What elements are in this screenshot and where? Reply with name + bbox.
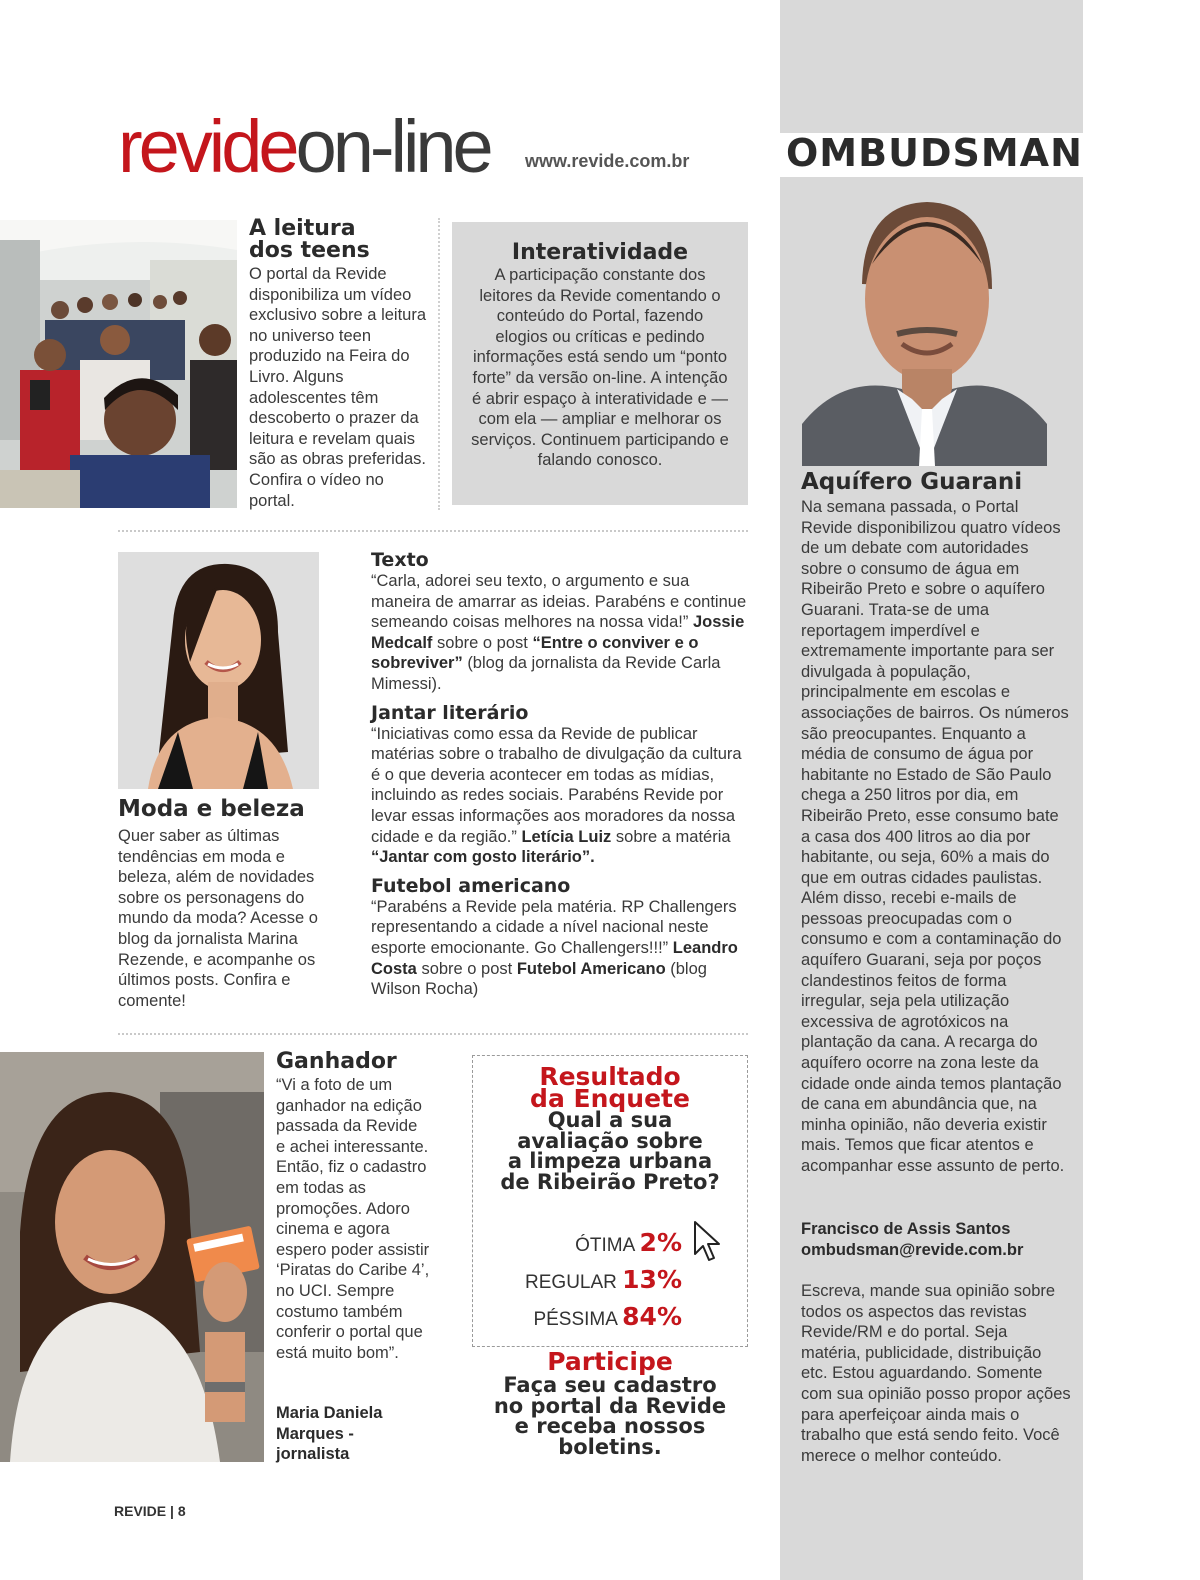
comment-author: Letícia Luiz bbox=[521, 827, 612, 846]
comment-author: Jossie Medcalf bbox=[371, 613, 745, 652]
ganhador-heading: Ganhador bbox=[276, 1049, 397, 1074]
poll-question-line1: Qual a sua bbox=[547, 1108, 673, 1132]
comment-tail: (blog Wilson Rocha) bbox=[371, 959, 707, 999]
ganhador-name-line1: Maria Daniela bbox=[276, 1404, 383, 1422]
poll-result-row bbox=[472, 1302, 682, 1331]
poll-result-label: ÓTIMA bbox=[575, 1235, 635, 1256]
column-divider bbox=[438, 218, 440, 510]
poll-result-value: 2% bbox=[639, 1228, 682, 1257]
comment-heading: Texto bbox=[371, 549, 429, 571]
comment-post-link[interactable]: “Entre o conviver e o sobreviver” bbox=[371, 633, 699, 673]
poll-result-value: 13% bbox=[622, 1265, 682, 1294]
moda-photo-image bbox=[118, 552, 319, 789]
ganhador-photo bbox=[0, 1052, 264, 1462]
signature-email[interactable]: ombudsman@revide.com.br bbox=[801, 1240, 1024, 1259]
teens-heading-line2: dos teens bbox=[249, 238, 370, 263]
teens-heading bbox=[249, 218, 370, 262]
comment-quote: “Parabéns a Revide pela matéria. RP Challengers representando a cidade a nível nacional neste esporte emocionante. Go Challengers!!!” bbox=[371, 897, 737, 957]
ombudsman-signature bbox=[801, 1219, 1071, 1260]
poll-result-label: PÉSSIMA bbox=[533, 1309, 617, 1330]
comment-body bbox=[371, 571, 751, 695]
participe-line2: no portal da Revide bbox=[493, 1393, 727, 1418]
ganhador-body: “Vi a foto de um ganhador na edição passada da Revide e achei interessante. Então, fiz o cadastro em todas as promoções. Adoro cinema e agora espero poder assistir ‘Piratas do Caribe 4’, no UCI. Sempre costumo também conferir o portal que está muito bom”. bbox=[276, 1076, 430, 1362]
participe-line4: boletins. bbox=[558, 1434, 662, 1459]
site-url[interactable]: www.revide.com.br bbox=[525, 151, 690, 171]
ombudsman-heading: Aquífero Guarani bbox=[801, 469, 1023, 495]
poll-question-line4: de Ribeirão Preto? bbox=[500, 1169, 720, 1194]
comment-body bbox=[371, 897, 751, 1000]
comment-post-link[interactable]: Futebol Americano bbox=[516, 959, 666, 978]
moda-heading: Moda e beleza bbox=[118, 796, 305, 822]
ganhador-author bbox=[276, 1403, 436, 1465]
poll-result-row bbox=[472, 1265, 682, 1294]
teens-body: O portal da Revide disponibiliza um vídeo exclusivo sobre a leitura no universo teen produzido na Feira do Livro. Alguns adolescentes têm descoberto o prazer da leitura e revelam quais são as obras preferidas. Confira o vídeo no portal. bbox=[249, 265, 427, 510]
poll-result-value: 84% bbox=[622, 1302, 682, 1331]
masthead-logo bbox=[118, 103, 490, 191]
ombudsman-body: Na semana passada, o Portal Revide disponibilizou quatro vídeos de um debate com autoridades sobre o consumo de água em Ribeirão Preto e sobre o aquífero Guarani. Trata-se de uma reportagem imperdível e extremamente importante para ser divulgada à população, principalmente em escolas e associações de bairros. Os números são preocupantes. Enquanto a média de consumo de água por habitante no Estado de São Paulo chega a 250 litros por dia, em Ribeirão Preto, esse consumo bate a casa dos 400 litros ao dia por habitante, ou seja, 60% a mais do que em outras cidades paulistas. Além disso, recebi e-mails de pessoas preocupadas com o consumo e com a contaminação do aquífero Guarani, seja por poços clandestinos feitos de forma irregular, seja pela utilização excessiva de agrotóxicos na plantação da cana. A recarga do aquífero ocorre na zona leste da cidade onde ainda temos plantação de cana em abundância que, na minha opinião, não deveria existir mais. Temos que ficar atentos e acompanhar esse assunto de perto. bbox=[801, 498, 1069, 1175]
comment-mid: sobre o post bbox=[421, 959, 513, 978]
comment-quote: “Iniciativas como essa da Revide de publicar matérias sobre o trabalho de divulgação da cultura é o que deveria acontecer em todas as mídias, incluindo as redes sociais. Parabéns Revide por levar essas informações aos moradores da nossa cidade e da região.” bbox=[371, 724, 742, 846]
comment-tail: (blog da jornalista da Revide Carla Mimessi). bbox=[371, 654, 721, 693]
poll-result-label: REGULAR bbox=[525, 1272, 617, 1293]
ombudsman-closing: Escreva, mande sua opinião sobre todos os aspectos das revistas Revide/RM e do portal. Seja matéria, publicidade, distribuição etc. Estou aguardando. Somente com sua opinião posso propor ações para aperfeiçoar ainda mais o trabalho que está sendo feito. Você merece o melhor conteúdo. bbox=[801, 1282, 1071, 1465]
ombudsman-label: OMBUDSMAN bbox=[786, 131, 1083, 175]
teens-photo-image bbox=[0, 220, 237, 508]
teens-heading-line1: A leitura bbox=[249, 216, 356, 241]
participe-line3: e receba nossos bbox=[514, 1414, 706, 1438]
poll-title-line1: Resultado bbox=[539, 1062, 681, 1091]
participe-heading[interactable]: Participe bbox=[547, 1347, 673, 1376]
brand-gray: on-line bbox=[295, 105, 490, 188]
moda-photo bbox=[118, 552, 319, 789]
poll-result-row bbox=[472, 1228, 682, 1257]
teens-photo bbox=[0, 220, 237, 508]
poll-question bbox=[472, 1110, 748, 1192]
comment-post-link[interactable]: “Jantar com gosto literário”. bbox=[371, 848, 595, 867]
brand-red: revide bbox=[118, 105, 296, 188]
ombudsman-photo-image bbox=[802, 194, 1047, 466]
poll-title-line2: da Enquete bbox=[530, 1084, 690, 1113]
comment-body bbox=[371, 724, 751, 868]
comment-author: Leandro Costa bbox=[371, 938, 738, 978]
comment-item bbox=[371, 875, 751, 1000]
page-footer: REVIDE | 8 bbox=[114, 1503, 186, 1519]
comment-heading: Futebol americano bbox=[371, 874, 571, 897]
mouse-pointer-icon bbox=[693, 1220, 723, 1268]
poll-question-line3: a limpeza urbana bbox=[507, 1149, 713, 1173]
signature-name: Francisco de Assis Santos bbox=[801, 1220, 1011, 1238]
ganhador-name-line2: Marques - bbox=[276, 1424, 354, 1443]
comment-item bbox=[371, 702, 751, 868]
poll-question-line2: avaliação sobre bbox=[517, 1128, 703, 1153]
interatividade-body: A participação constante dos leitores da Revide comentando o conteúdo do Portal, fazendo elogios ou críticas e pedindo informações está sendo um “ponto forte” da versão on-line. A intenção é abrir espaço à interatividade e — com ela — ampliar e melhorar os serviços. Continuem participando e falando conosco. bbox=[471, 266, 729, 470]
participe-line1: Faça seu cadastro bbox=[503, 1373, 717, 1397]
comment-quote: “Carla, adorei seu texto, o argumento e sua maneira de amarrar as ideias. Parabéns e continue semeando coisas melhores na nossa vida!” bbox=[371, 572, 747, 632]
ganhador-photo-image bbox=[0, 1052, 264, 1462]
comment-mid: sobre a matéria bbox=[615, 827, 731, 846]
comment-item bbox=[371, 549, 751, 695]
section-divider-bottom bbox=[118, 1033, 748, 1035]
interatividade-heading: Interatividade bbox=[511, 240, 689, 265]
comment-heading: Jantar literário bbox=[371, 701, 529, 724]
comment-mid: sobre o post bbox=[437, 633, 528, 652]
section-divider-top bbox=[118, 530, 748, 532]
poll-title bbox=[472, 1062, 748, 1113]
comments-section bbox=[371, 549, 751, 1000]
moda-body: Quer saber as últimas tendências em moda e beleza, além de novidades sobre os personagens do mundo da moda? Acesse o blog da jornalista Marina Rezende, e acompanhe os últimos posts. Confira e comente! bbox=[118, 827, 318, 1010]
participe-text[interactable] bbox=[472, 1375, 748, 1457]
ombudsman-photo bbox=[802, 194, 1047, 466]
ganhador-name-line3: jornalista bbox=[276, 1445, 350, 1464]
